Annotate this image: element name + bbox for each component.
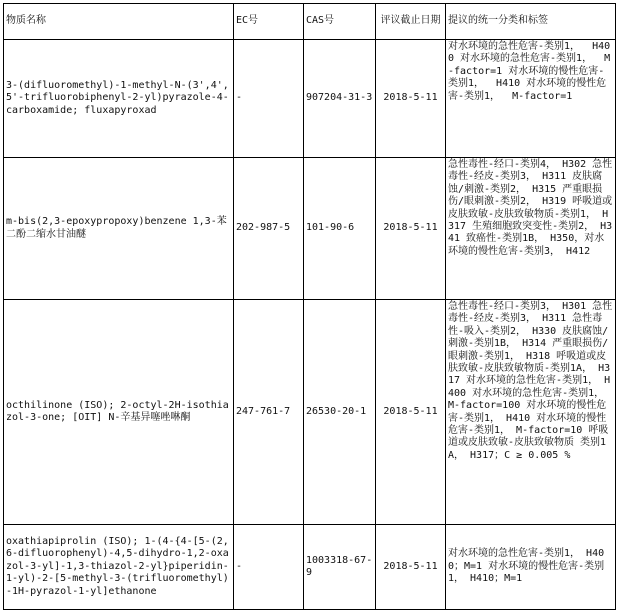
header-deadline: 评议截止日期 — [376, 4, 446, 40]
ec-number-cell: - — [234, 40, 304, 158]
table-row — [4, 158, 616, 300]
deadline-cell: 2018-5-11 — [376, 300, 446, 525]
header-substance-name: 物质名称 — [4, 4, 234, 40]
substance-name-cell: oxathiapiprolin (ISO); 1-(4-{4-[5-(2,6-difluorophenyl)-4,5-dihydro-1,2-oxazol-3-yl]-1,3-thiazol-2-yl}piperidin-1-yl)-2-[5-methyl-3-(trifluoromethyl)-1H-pyrazol-1-yl]ethanone — [4, 525, 234, 610]
deadline-cell: 2018-5-11 — [376, 40, 446, 158]
header-cas-number: CAS号 — [304, 4, 376, 40]
classification-cell: 急性毒性-经口-类别3， H301 急性毒性-经皮-类别3， H311 急性毒性-吸入-类别2， H330 皮肤腐蚀/刺激-类别1B， H314 严重眼损伤/眼刺激-类别1， H318 呼吸道或皮肤致敏-皮肤致敏物质-类别1A， H317 对水环境的急性危害-类别1， H400 对水环境的急性危害-类别1， M-factor=100 对水环境的慢性危害-类别1， H410 对水环境的慢性危害-类别1， M-factor=10 呼吸道或皮肤致敏-皮肤致敏物质 类别1A， H317；C ≥ 0.005 % — [446, 300, 616, 525]
substance-classification-table — [3, 3, 616, 610]
cas-number-cell: 907204-31-3 — [304, 40, 376, 158]
ec-number-cell: 247-761-7 — [234, 300, 304, 525]
classification-cell: 急性毒性-经口-类别4， H302 急性毒性-经皮-类别3， H311 皮肤腐蚀/刺激-类别2， H315 严重眼损伤/眼刺激-类别2， H319 呼吸道或皮肤致敏-皮肤致敏物质-类别1， H317 生殖细胞致突变性-类别2， H341 致癌性-类别1B， H350，对水环境的慢性危害-类别3， H412 — [446, 158, 616, 300]
table-row — [4, 525, 616, 610]
deadline-cell: 2018-5-11 — [376, 525, 446, 610]
cas-number-cell: 26530-20-1 — [304, 300, 376, 525]
header-classification: 提议的统一分类和标签 — [446, 4, 616, 40]
substance-name-cell: m-bis(2,3-epoxypropoxy)benzene 1,3-苯二酚二缩水甘油醚 — [4, 158, 234, 300]
substance-name-cell: octhilinone (ISO); 2-octyl-2H-isothiazol-3-one; [OIT] N-辛基异噻唑啉酮 — [4, 300, 234, 525]
deadline-cell: 2018-5-11 — [376, 158, 446, 300]
table-header-row — [4, 4, 616, 40]
cas-number-cell: 101-90-6 — [304, 158, 376, 300]
header-ec-number: EC号 — [234, 4, 304, 40]
table-row — [4, 40, 616, 158]
classification-cell: 对水环境的急性危害-类别1， H400；M=1 对水环境的慢性危害-类别1， H410；M=1 — [446, 525, 616, 610]
ec-number-cell: 202-987-5 — [234, 158, 304, 300]
table-row — [4, 300, 616, 525]
substance-name-cell: 3-(difluoromethyl)-1-methyl-N-(3',4',5'-trifluorobiphenyl-2-yl)pyrazole-4-carboxamide; fluxapyroxad — [4, 40, 234, 158]
ec-number-cell: - — [234, 525, 304, 610]
classification-cell: 对水环境的急性危害-类别1， H400 对水环境的急性危害-类别1， M-factor=1 对水环境的慢性危害-类别1， H410 对水环境的慢性危害-类别1， M-factor=1 — [446, 40, 616, 158]
cas-number-cell: 1003318-67-9 — [304, 525, 376, 610]
